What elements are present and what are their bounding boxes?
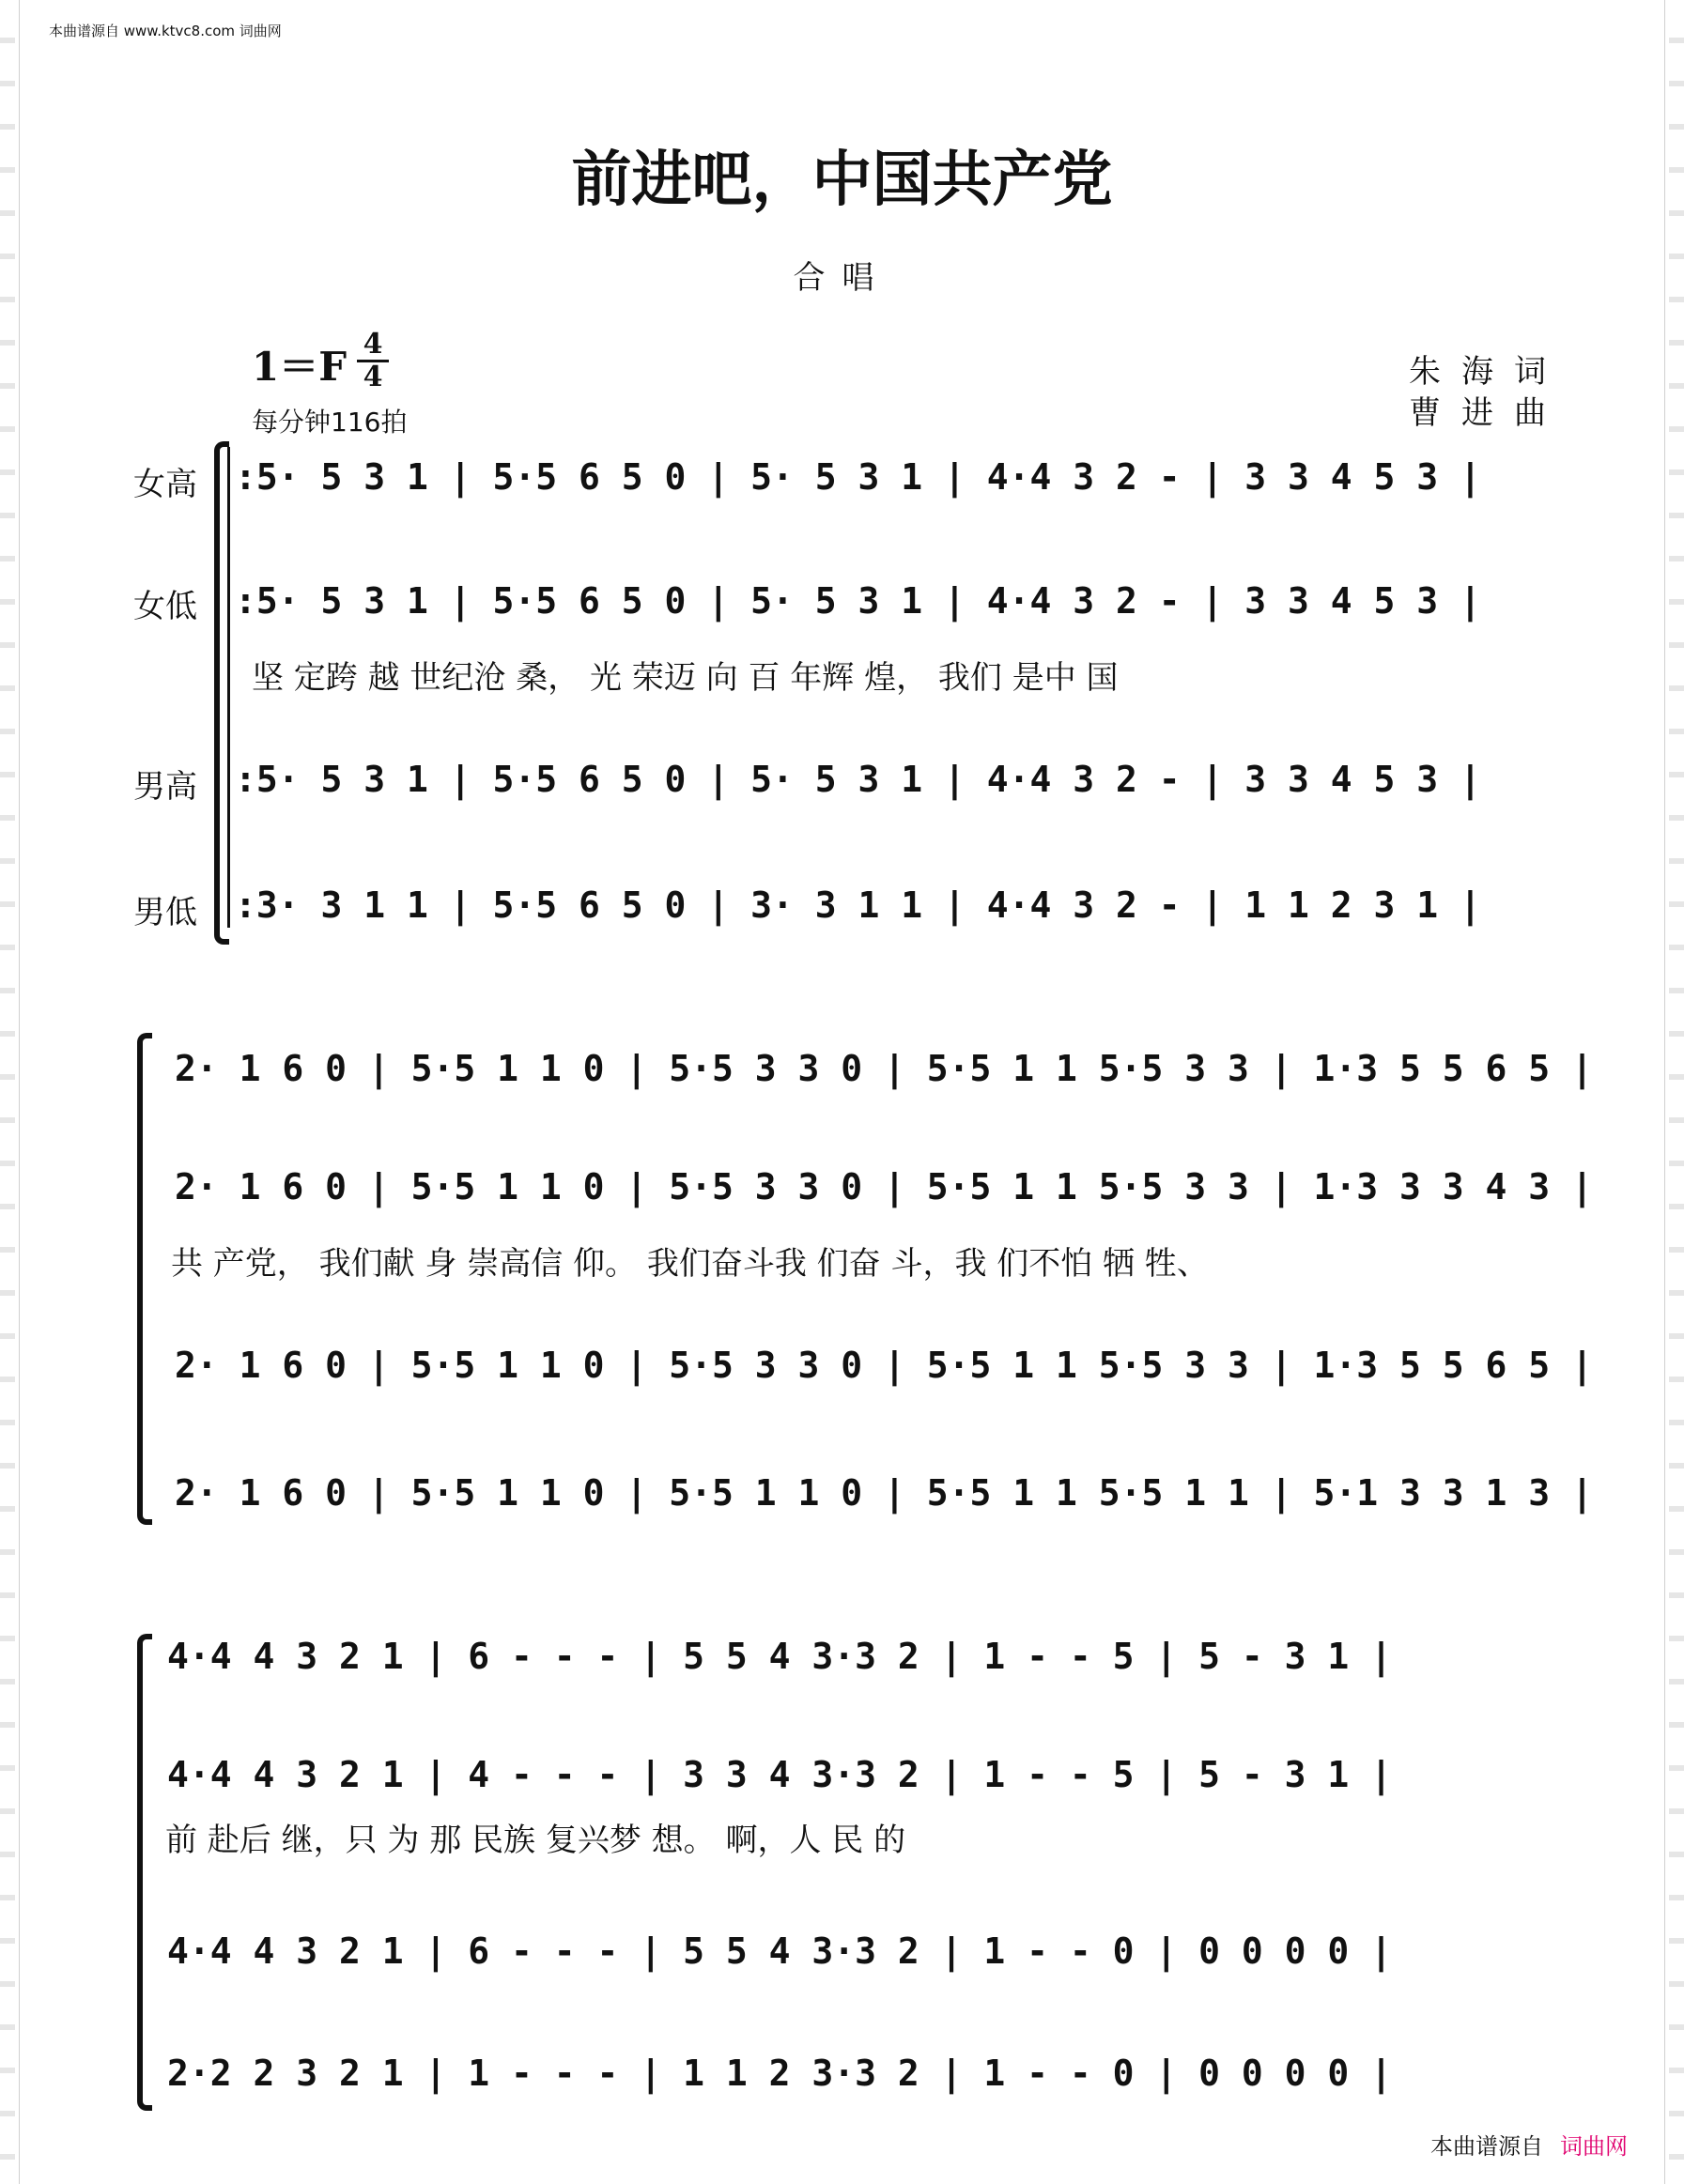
system-2-lyric: 共 产党， 我们献 身 崇高信 仰。 我们奋斗我 们奋 斗，我 们不怕 牺 牲、	[171, 1245, 1209, 1283]
lyricist-credit: 朱海词	[1409, 353, 1567, 391]
system-1-row-alto: :5· 5 3 1 | 5·5 6 5 0 | 5· 5 3 1 | 4·4 3 2 - | 3 3 4 5 3 |	[235, 580, 1481, 622]
composer-credit: 曹进曲	[1409, 394, 1567, 432]
time-signature	[357, 328, 389, 393]
system-1-row-bass: :3· 3 1 1 | 5·5 6 5 0 | 3· 3 1 1 | 4·4 3 2 - | 1 1 2 3 1 |	[235, 884, 1481, 926]
song-title: 前进吧，中国共产党	[571, 145, 1113, 215]
system-3-brace	[137, 1634, 152, 2111]
system-1-lyric: 坚 定跨 越 世纪沧 桑， 光 荣迈 向 百 年辉 煌， 我们 是中 国	[252, 659, 1119, 697]
key-signature: 1＝F	[252, 344, 348, 390]
time-signature-top: 4	[363, 328, 383, 361]
right-border-strip	[1669, 0, 1684, 2184]
left-border-line	[19, 0, 20, 2184]
footer-source-text: 本曲谱源自	[1430, 2133, 1543, 2160]
system-3-row-alto: 4·4 4 3 2 1 | 4 - - - | 3 3 4 3·3 2 | 1 - - 5 | 5 - 3 1 |	[167, 1754, 1393, 1795]
system-2-row-bass: 2· 1 6 0 | 5·5 1 1 0 | 5·5 1 1 0 | 5·5 1 1 5·5 1 1 | 5·1 3 3 1 3 |	[175, 1472, 1593, 1514]
system-1-row-tenor: :5· 5 3 1 | 5·5 6 5 0 | 5· 5 3 1 | 4·4 3 2 - | 3 3 4 5 3 |	[235, 759, 1481, 800]
system-3-row-soprano: 4·4 4 3 2 1 | 6 - - - | 5 5 4 3·3 2 | 1 - - 5 | 5 - 3 1 |	[167, 1636, 1393, 1677]
system-2-row-soprano: 2· 1 6 0 | 5·5 1 1 0 | 5·5 3 3 0 | 5·5 1 1 5·5 3 3 | 1·3 5 5 6 5 |	[175, 1048, 1593, 1089]
voice-name-alto: 女低	[133, 588, 197, 625]
time-signature-bottom: 4	[363, 361, 383, 393]
system-2-row-alto: 2· 1 6 0 | 5·5 1 1 0 | 5·5 3 3 0 | 5·5 1 1 5·5 3 3 | 1·3 3 3 4 3 |	[175, 1166, 1593, 1207]
system-3-row-bass: 2·2 2 3 2 1 | 1 - - - | 1 1 2 3·3 2 | 1 - - 0 | 0 0 0 0 |	[167, 2053, 1393, 2094]
voice-name-tenor: 男高	[133, 768, 197, 806]
right-border-line	[1664, 0, 1665, 2184]
left-border-strip	[0, 0, 15, 2184]
system-2-row-tenor: 2· 1 6 0 | 5·5 1 1 0 | 5·5 3 3 0 | 5·5 1 1 5·5 3 3 | 1·3 5 5 6 5 |	[175, 1345, 1593, 1386]
system-1-barline	[227, 447, 230, 928]
voice-name-bass: 男低	[133, 894, 197, 931]
song-subtitle: 合唱	[793, 259, 891, 297]
footer-site-name: 词曲网	[1560, 2133, 1628, 2160]
header-source-text: 本曲谱源自 www.ktvc8.com 词曲网	[49, 23, 282, 39]
tempo-marking: 每分钟116拍	[252, 407, 408, 438]
system-1-row-soprano: :5· 5 3 1 | 5·5 6 5 0 | 5· 5 3 1 | 4·4 3 2 - | 3 3 4 5 3 |	[235, 456, 1481, 498]
system-2-brace	[137, 1033, 152, 1525]
voice-name-soprano: 女高	[133, 466, 197, 503]
system-3-row-tenor: 4·4 4 3 2 1 | 6 - - - | 5 5 4 3·3 2 | 1 - - 0 | 0 0 0 0 |	[167, 1930, 1393, 1972]
footer-source	[1430, 2128, 1628, 2161]
system-3-lyric: 前 赴后 继，只 为 那 民族 复兴梦 想。 啊，人 民 的	[165, 1822, 906, 1859]
